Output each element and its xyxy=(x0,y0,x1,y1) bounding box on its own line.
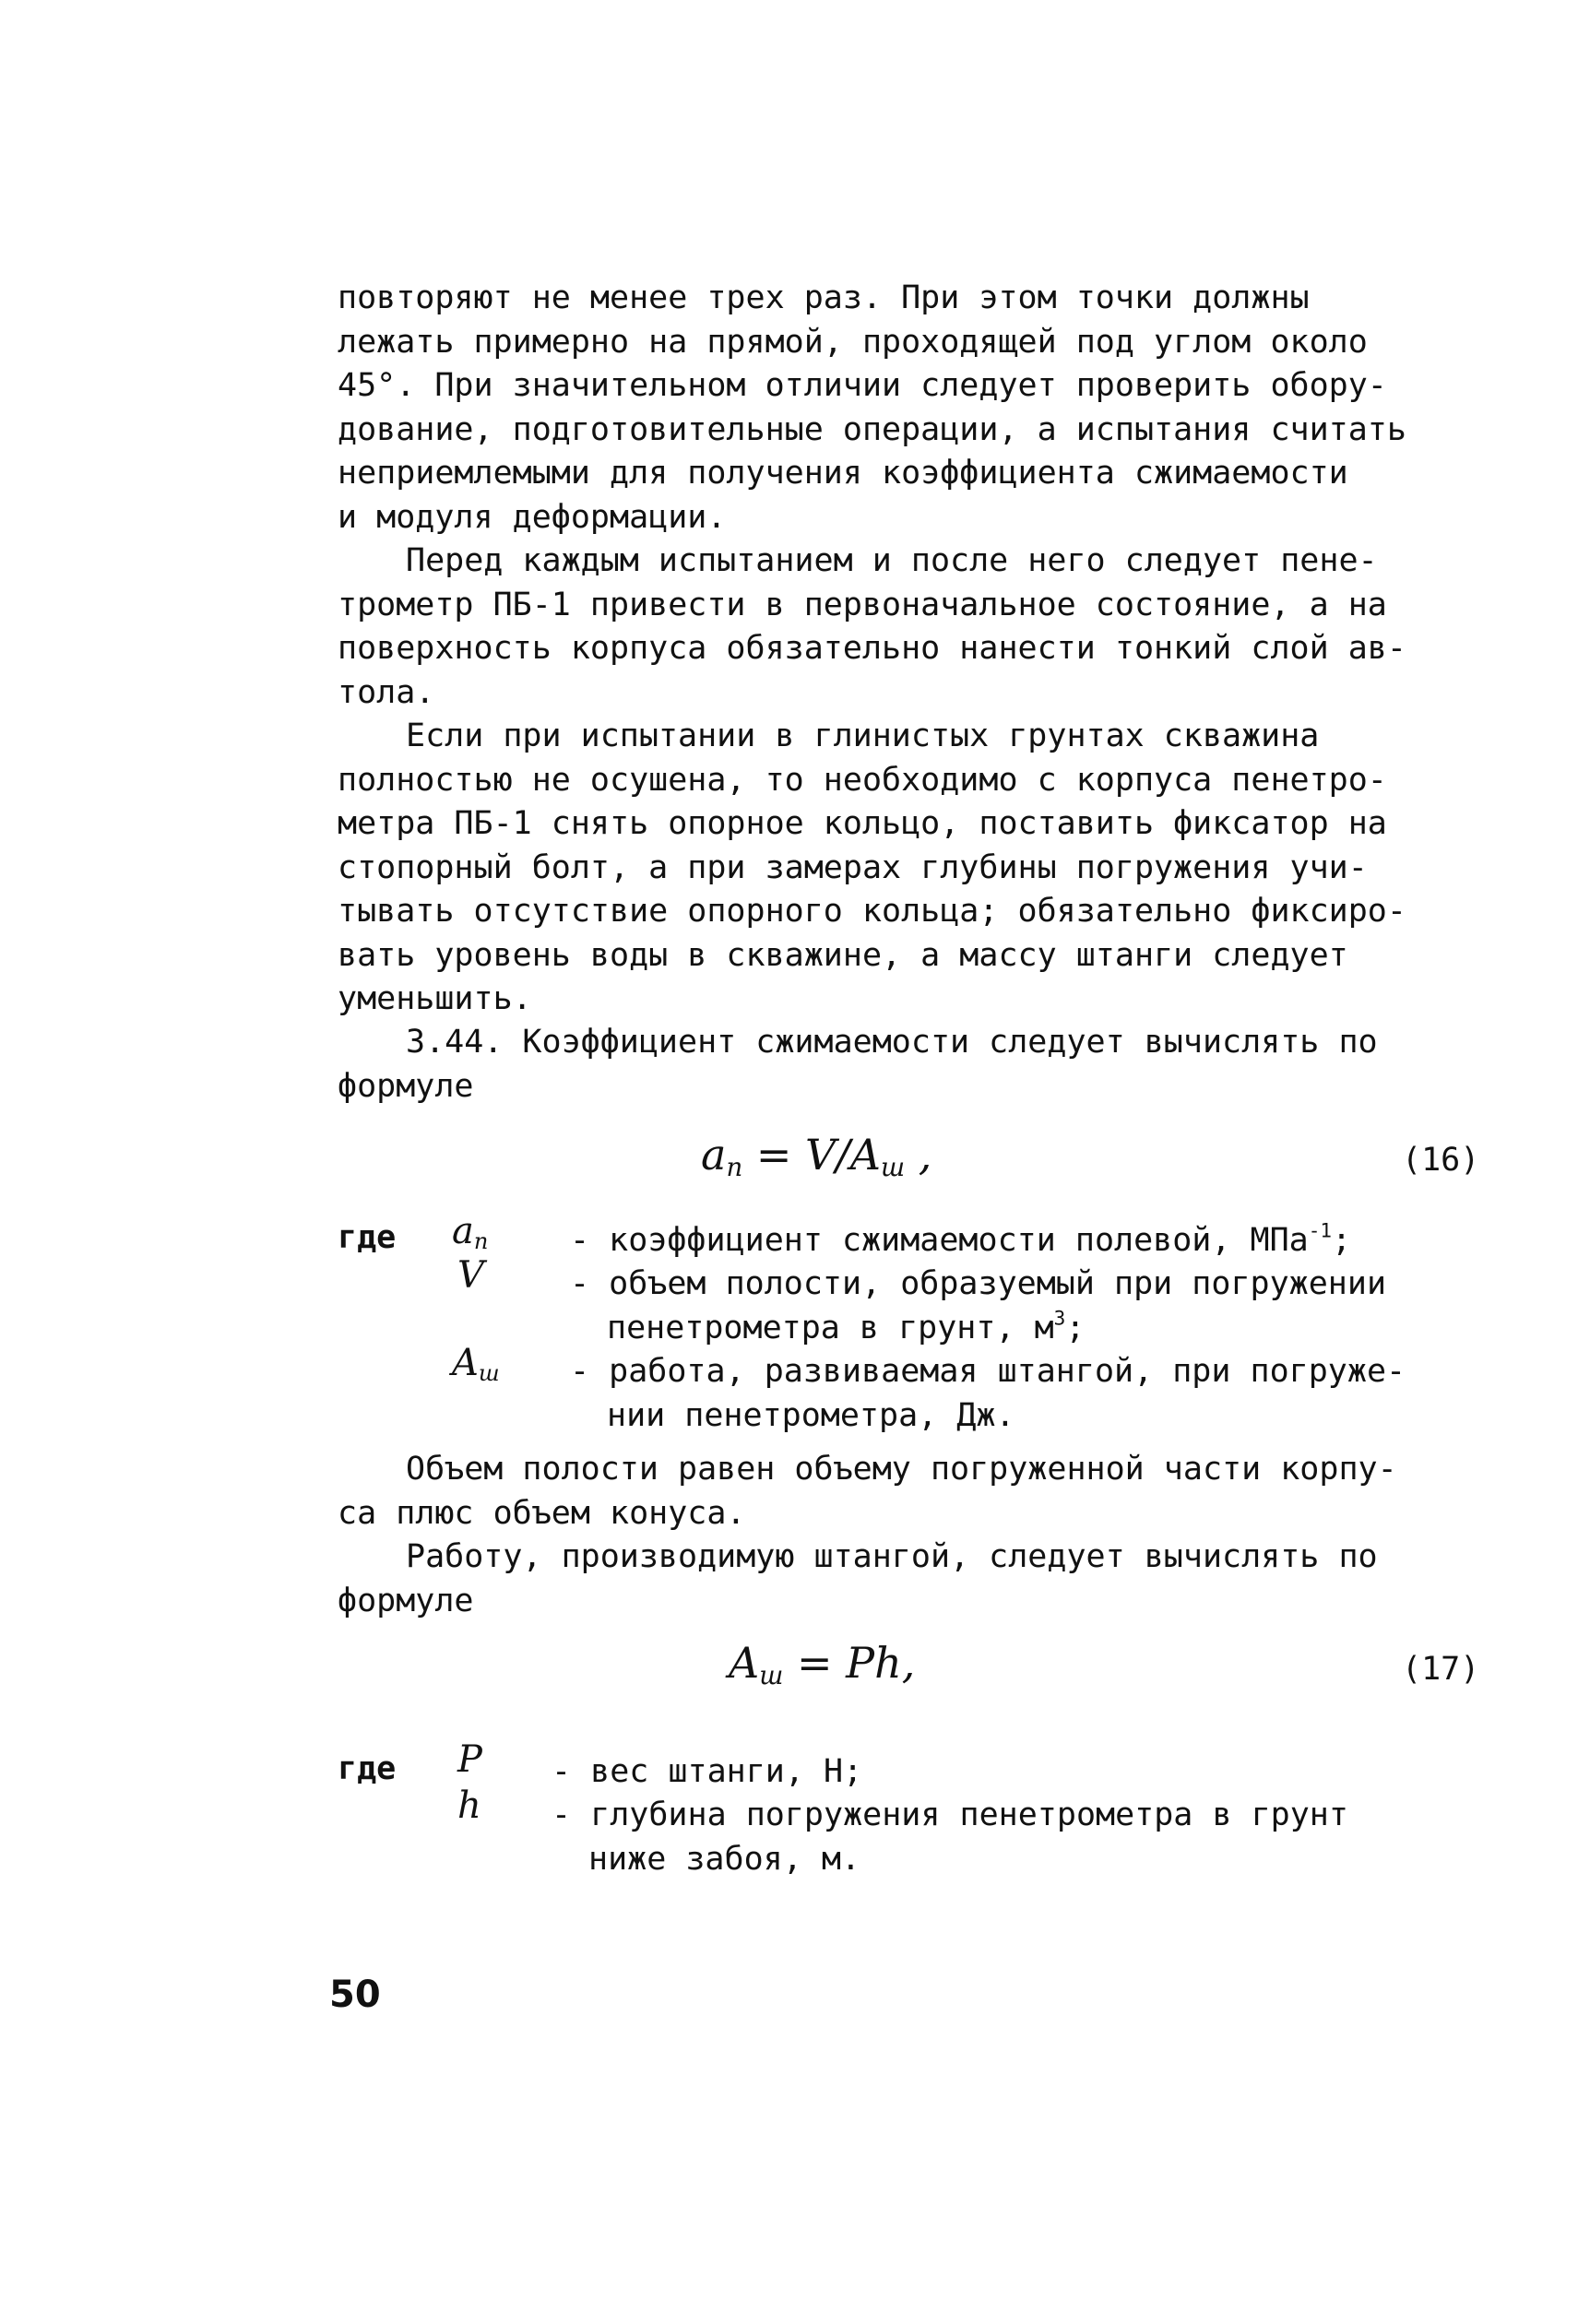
text-line: повторяют не менее трех раз. При этом точки должны xyxy=(338,279,1310,316)
paragraph-rod-work xyxy=(338,1536,1527,1623)
text-line: полностью не осушена, то необходимо с корпуса пенетро- xyxy=(338,761,1387,799)
paragraph-3-44 xyxy=(338,1021,1527,1109)
text-line: метра ПБ-1 снять опорное кольцо, поставить фиксатор на xyxy=(338,805,1387,842)
symbol-a-sh: $A_ш$ xyxy=(452,1342,500,1386)
definition-p: - вес штанги, Н; xyxy=(552,1753,863,1790)
text-line: Объем полости равен объему погруженной части корпу- xyxy=(406,1451,1397,1488)
text-line: Работу, производимую штангой, следует вычислять по xyxy=(406,1538,1378,1575)
symbol-p: P xyxy=(457,1738,482,1781)
formula-16: $a_п = V/A_ш$ , xyxy=(701,1130,932,1182)
text-line: 45°. При значительном отличии следует проверить обору- xyxy=(338,367,1387,404)
paragraph-cavity-volume xyxy=(338,1448,1527,1536)
paragraph-continuation xyxy=(338,277,1527,540)
text-line: лежать примерно на прямой, проходящей под углом около xyxy=(338,323,1368,361)
text-line: и модуля деформации. xyxy=(338,498,727,536)
equation-number-16: (16) xyxy=(1402,1142,1480,1179)
text-line: тола. xyxy=(338,673,435,711)
where-label: где xyxy=(338,1750,397,1787)
paragraph-penetrometer-prep xyxy=(338,540,1527,715)
page-number: 50 xyxy=(329,1974,381,2016)
text-line: поверхность корпуса обязательно нанести тонкий слой ав- xyxy=(338,630,1406,667)
symbol-v: V xyxy=(457,1254,484,1297)
text-line: трометр ПБ-1 привести в первоначальное состояние, а на xyxy=(338,586,1387,623)
symbol-h: h xyxy=(457,1784,481,1827)
text-line: стопорный болт, а при замерах глубины погружения учи- xyxy=(338,848,1368,886)
text-line: формуле xyxy=(338,1582,474,1619)
text-line: Если при испытании в глинистых грунтах скважина xyxy=(406,717,1320,754)
symbol-a-n: $a_п$ xyxy=(452,1210,489,1254)
equation-number-17: (17) xyxy=(1402,1651,1480,1688)
text-line: са плюс объем конуса. xyxy=(338,1494,746,1532)
definition-a-n: - коэффициент сжимаемости полевой, МПа$^{-1}$; xyxy=(570,1219,1352,1259)
text-line: вать уровень воды в скважине, а массу штанги следует xyxy=(338,936,1348,974)
where-label: где xyxy=(338,1219,397,1256)
paragraph-clay-soils xyxy=(338,715,1527,1022)
text-line: Перед каждым испытанием и после него следует пене- xyxy=(406,542,1378,579)
definition-h: - глубина погружения пенетрометра в грунт ниже забоя, м. xyxy=(552,1796,1348,1878)
definition-v: - объем полости, образуемый при погружении пенетрометра в грунт, $м^3$; xyxy=(570,1265,1387,1346)
formula-17: $A_ш = Ph$, xyxy=(729,1638,916,1690)
text-line: формуле xyxy=(338,1067,474,1105)
text-line: 3.44. Коэффициент сжимаемости следует вычислять по xyxy=(406,1024,1378,1061)
text-line: уменьшить. xyxy=(338,980,532,1017)
text-line: дование, подготовительные операции, а испытания считать xyxy=(338,410,1406,448)
text-line: тывать отсутствие опорного кольца; обязательно фиксиро- xyxy=(338,893,1406,930)
text-line: неприемлемыми для получения коэффициента сжимаемости xyxy=(338,455,1348,492)
definition-a-sh: - работа, развиваемая штангой, при погруже- нии пенетрометра, Дж. xyxy=(570,1353,1406,1434)
